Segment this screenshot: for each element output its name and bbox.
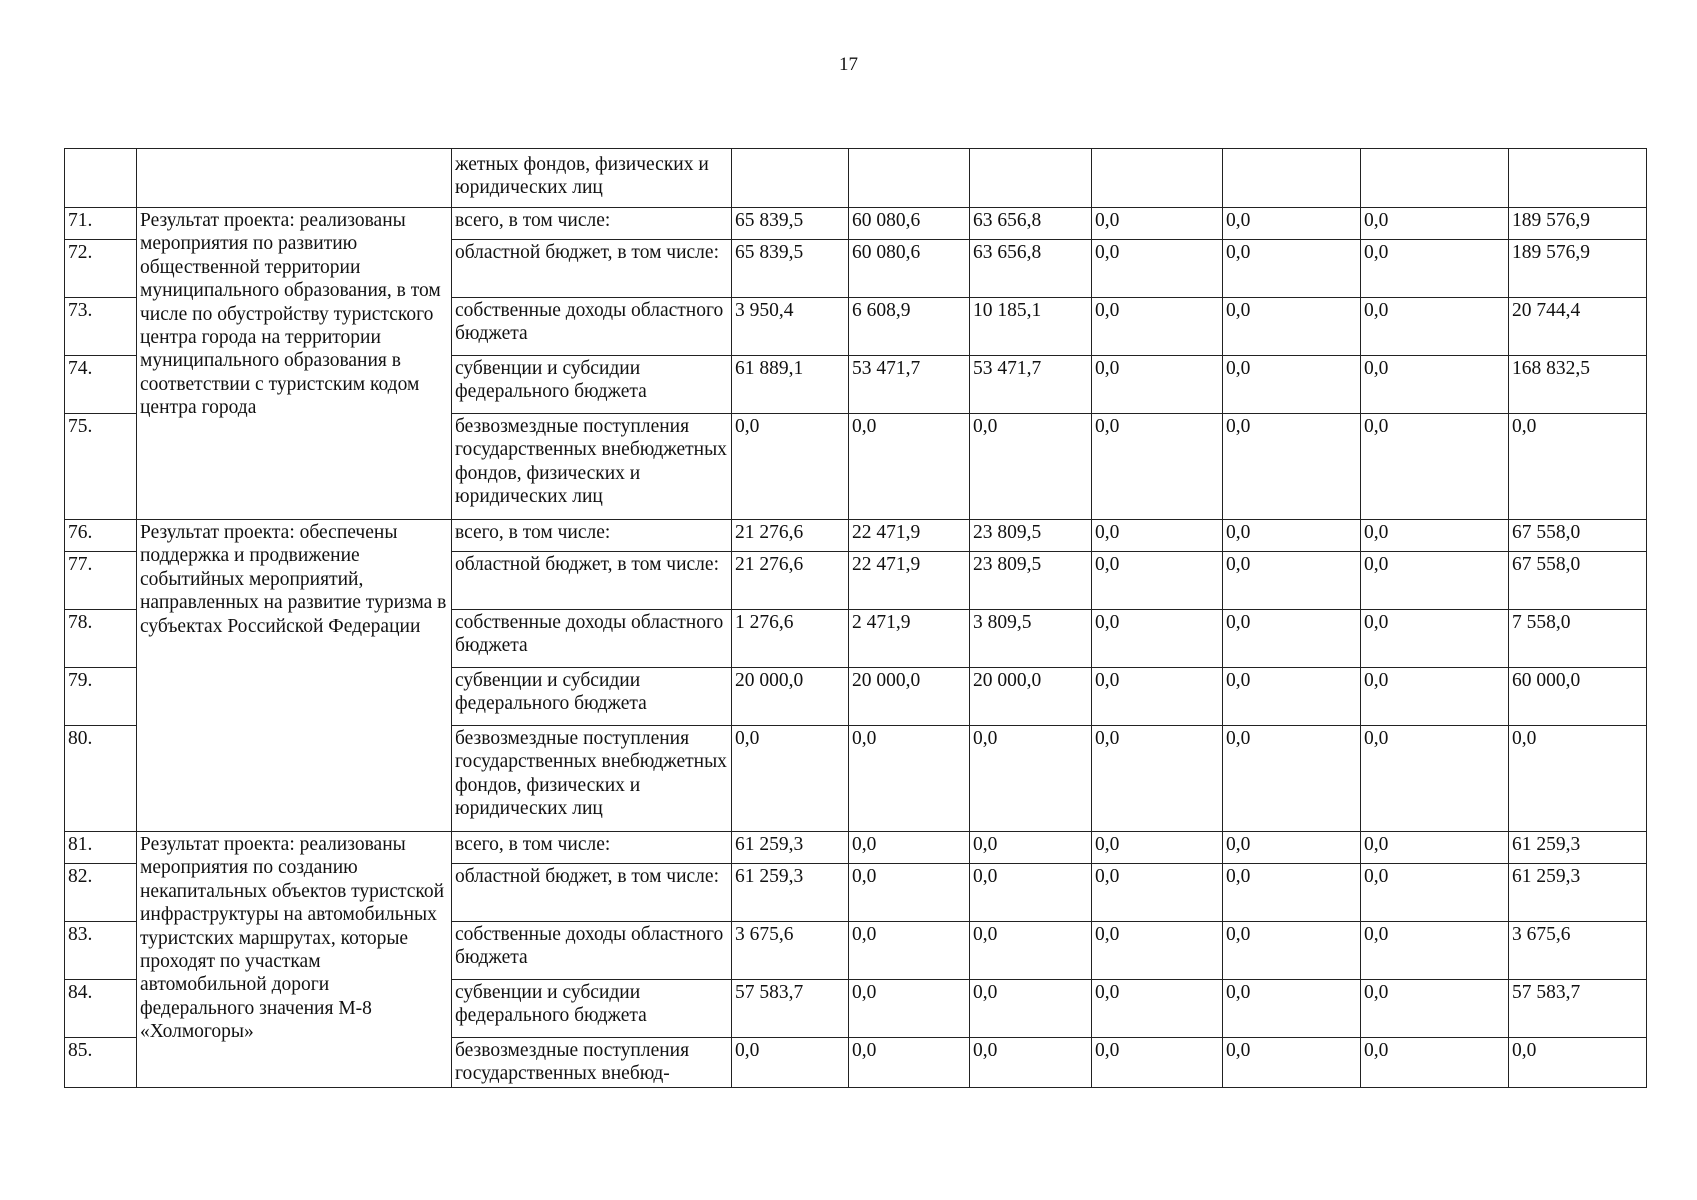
value-cell: 2 471,9 — [849, 610, 970, 668]
value-cell: 0,0 — [970, 980, 1092, 1038]
result-cell — [137, 149, 452, 208]
value-cell: 20 000,0 — [849, 668, 970, 726]
row-number-cell: 78. — [65, 610, 137, 668]
value-cell: 0,0 — [1223, 668, 1361, 726]
value-cell: 0,0 — [1361, 922, 1509, 980]
funding-source-cell: собственные доходы областного бюджета — [452, 298, 732, 356]
total-value-cell: 0,0 — [1509, 414, 1647, 520]
row-number-cell: 76. — [65, 520, 137, 552]
row-number-cell: 85. — [65, 1038, 137, 1088]
funding-source-cell: всего, в том числе: — [452, 208, 732, 240]
value-cell: 0,0 — [732, 726, 849, 832]
value-cell: 60 080,6 — [849, 240, 970, 298]
page-number: 17 — [839, 54, 858, 75]
row-number-cell: 82. — [65, 864, 137, 922]
value-cell: 60 080,6 — [849, 208, 970, 240]
value-cell: 0,0 — [1092, 864, 1223, 922]
row-number-cell: 79. — [65, 668, 137, 726]
table-row — [65, 208, 1647, 240]
value-cell: 0,0 — [970, 922, 1092, 980]
value-cell: 0,0 — [970, 726, 1092, 832]
value-cell: 0,0 — [1223, 922, 1361, 980]
value-cell: 0,0 — [1092, 610, 1223, 668]
value-cell: 0,0 — [1092, 356, 1223, 414]
row-number-cell: 71. — [65, 208, 137, 240]
value-cell: 0,0 — [1361, 864, 1509, 922]
value-cell: 1 276,6 — [732, 610, 849, 668]
value-cell: 10 185,1 — [970, 298, 1092, 356]
value-cell: 0,0 — [970, 414, 1092, 520]
value-cell: 0,0 — [1361, 356, 1509, 414]
table-row — [65, 520, 1647, 552]
value-cell: 3 675,6 — [732, 922, 849, 980]
value-cell: 23 809,5 — [970, 552, 1092, 610]
value-cell: 0,0 — [1223, 414, 1361, 520]
total-value-cell: 168 832,5 — [1509, 356, 1647, 414]
value-cell: 0,0 — [1092, 414, 1223, 520]
result-description-cell: Результат проекта: реализованы мероприятия по развитию общественной территории муниципального образования, в том числе по обустройству туристского центра города на территории муниципального образования в соответствии с туристским кодом центра города — [137, 208, 452, 520]
value-cell: 20 000,0 — [732, 668, 849, 726]
value-cell: 0,0 — [849, 980, 970, 1038]
value-cell: 0,0 — [1361, 1038, 1509, 1088]
funding-source-cell: безвозмездные поступления государственных внебюд- — [452, 1038, 732, 1088]
value-cell: 0,0 — [1092, 832, 1223, 864]
value-cell: 0,0 — [1223, 298, 1361, 356]
total-value-cell: 189 576,9 — [1509, 240, 1647, 298]
value-cell: 0,0 — [970, 1038, 1092, 1088]
funding-source-cell: областной бюджет, в том числе: — [452, 552, 732, 610]
row-number-cell: 77. — [65, 552, 137, 610]
value-cell: 0,0 — [849, 414, 970, 520]
total-value-cell: 67 558,0 — [1509, 552, 1647, 610]
funding-source-cell: субвенции и субсидии федерального бюджета — [452, 980, 732, 1038]
value-cell: 0,0 — [732, 414, 849, 520]
row-number-cell: 81. — [65, 832, 137, 864]
value-cell: 0,0 — [970, 832, 1092, 864]
value-cell: 0,0 — [1223, 520, 1361, 552]
value-cell: 0,0 — [1361, 832, 1509, 864]
value-cell: 0,0 — [1223, 552, 1361, 610]
value-cell: 53 471,7 — [970, 356, 1092, 414]
value-cell: 0,0 — [1223, 356, 1361, 414]
value-cell: 0,0 — [1223, 832, 1361, 864]
total-value-cell: 20 744,4 — [1509, 298, 1647, 356]
value-cell: 0,0 — [1223, 610, 1361, 668]
total-value-cell: 67 558,0 — [1509, 520, 1647, 552]
row-number-cell: 75. — [65, 414, 137, 520]
value-cell: 23 809,5 — [970, 520, 1092, 552]
total-value-cell: 61 259,3 — [1509, 832, 1647, 864]
funding-source-cell: всего, в том числе: — [452, 520, 732, 552]
value-cell: 0,0 — [1092, 980, 1223, 1038]
value-cell: 0,0 — [1361, 552, 1509, 610]
funding-source-cell: областной бюджет, в том числе: — [452, 864, 732, 922]
value-cell: 0,0 — [1223, 1038, 1361, 1088]
row-number-cell: 83. — [65, 922, 137, 980]
value-cell: 57 583,7 — [732, 980, 849, 1038]
value-cell: 0,0 — [1092, 1038, 1223, 1088]
funding-source-cell: областной бюджет, в том числе: — [452, 240, 732, 298]
value-cell: 0,0 — [1361, 668, 1509, 726]
funding-source-cell: безвозмездные поступления государственных внебюджетных фондов, физических и юридических лиц — [452, 414, 732, 520]
value-cell: 0,0 — [1361, 208, 1509, 240]
value-cell: 0,0 — [1361, 240, 1509, 298]
value-cell: 0,0 — [1361, 520, 1509, 552]
total-value-cell: 189 576,9 — [1509, 208, 1647, 240]
value-cell: 0,0 — [1361, 414, 1509, 520]
value-cell: 0,0 — [1223, 726, 1361, 832]
value-cell: 61 259,3 — [732, 832, 849, 864]
row-number-cell — [65, 149, 137, 208]
value-cell: 0,0 — [849, 922, 970, 980]
value-cell: 0,0 — [1361, 726, 1509, 832]
funding-source-cell: безвозмездные поступления государственных внебюджетных фондов, физических и юридических лиц — [452, 726, 732, 832]
value-cell: 0,0 — [1092, 520, 1223, 552]
value-cell: 0,0 — [1092, 298, 1223, 356]
value-cell: 22 471,9 — [849, 552, 970, 610]
value-cell: 65 839,5 — [732, 240, 849, 298]
value-cell: 53 471,7 — [849, 356, 970, 414]
value-cell: 0,0 — [1092, 922, 1223, 980]
value-cell: 0,0 — [849, 726, 970, 832]
value-cell: 61 259,3 — [732, 864, 849, 922]
funding-source-cell: собственные доходы областного бюджета — [452, 610, 732, 668]
value-cell: 3 950,4 — [732, 298, 849, 356]
value-cell: 65 839,5 — [732, 208, 849, 240]
value-cell: 6 608,9 — [849, 298, 970, 356]
continuation-row — [65, 149, 1647, 208]
value-cell: 0,0 — [1223, 208, 1361, 240]
value-cell: 0,0 — [849, 1038, 970, 1088]
table-body — [65, 149, 1647, 1088]
funding-source-cell: собственные доходы областного бюджета — [452, 922, 732, 980]
value-cell: 63 656,8 — [970, 240, 1092, 298]
value-cell: 0,0 — [1223, 240, 1361, 298]
row-number-cell: 80. — [65, 726, 137, 832]
value-cell: 63 656,8 — [970, 208, 1092, 240]
value-cell: 22 471,9 — [849, 520, 970, 552]
budget-table — [64, 148, 1647, 1088]
value-cell: 0,0 — [1361, 980, 1509, 1038]
value-cell: 0,0 — [1223, 980, 1361, 1038]
funding-source-cell: субвенции и субсидии федерального бюджета — [452, 668, 732, 726]
row-number-cell: 73. — [65, 298, 137, 356]
value-cell: 0,0 — [1361, 298, 1509, 356]
value-cell: 20 000,0 — [970, 668, 1092, 726]
row-number-cell: 74. — [65, 356, 137, 414]
value-cell: 21 276,6 — [732, 552, 849, 610]
table-row — [65, 832, 1647, 864]
value-cell: 0,0 — [1223, 864, 1361, 922]
value-cell: 0,0 — [1092, 726, 1223, 832]
total-value-cell: 0,0 — [1509, 1038, 1647, 1088]
value-cell: 0,0 — [970, 864, 1092, 922]
funding-source-cell: всего, в том числе: — [452, 832, 732, 864]
total-value-cell: 60 000,0 — [1509, 668, 1647, 726]
value-cell: 61 889,1 — [732, 356, 849, 414]
value-cell: 0,0 — [1092, 668, 1223, 726]
total-value-cell: 0,0 — [1509, 726, 1647, 832]
value-cell: 0,0 — [1092, 552, 1223, 610]
funding-source-cell: субвенции и субсидии федерального бюджета — [452, 356, 732, 414]
value-cell: 0,0 — [1361, 610, 1509, 668]
total-value-cell: 61 259,3 — [1509, 864, 1647, 922]
funding-source-cell: жетных фондов, физических и юридических лиц — [452, 149, 732, 208]
value-cell: 0,0 — [849, 864, 970, 922]
value-cell: 0,0 — [732, 1038, 849, 1088]
value-cell: 0,0 — [1092, 240, 1223, 298]
total-value-cell: 57 583,7 — [1509, 980, 1647, 1038]
row-number-cell: 84. — [65, 980, 137, 1038]
value-cell: 0,0 — [849, 832, 970, 864]
result-description-cell: Результат проекта: обеспечены поддержка и продвижение событийных мероприятий, направленных на развитие туризма в субъектах Российской Федерации — [137, 520, 452, 832]
total-value-cell: 3 675,6 — [1509, 922, 1647, 980]
value-cell: 21 276,6 — [732, 520, 849, 552]
row-number-cell: 72. — [65, 240, 137, 298]
total-value-cell: 7 558,0 — [1509, 610, 1647, 668]
value-cell: 3 809,5 — [970, 610, 1092, 668]
result-description-cell: Результат проекта: реализованы мероприятия по созданию некапитальных объектов туристской инфраструктуры на автомобильных туристских маршрутах, которые проходят по участкам автомобильной дороги федерального значения М-8 «Холмогоры» — [137, 832, 452, 1088]
value-cell: 0,0 — [1092, 208, 1223, 240]
